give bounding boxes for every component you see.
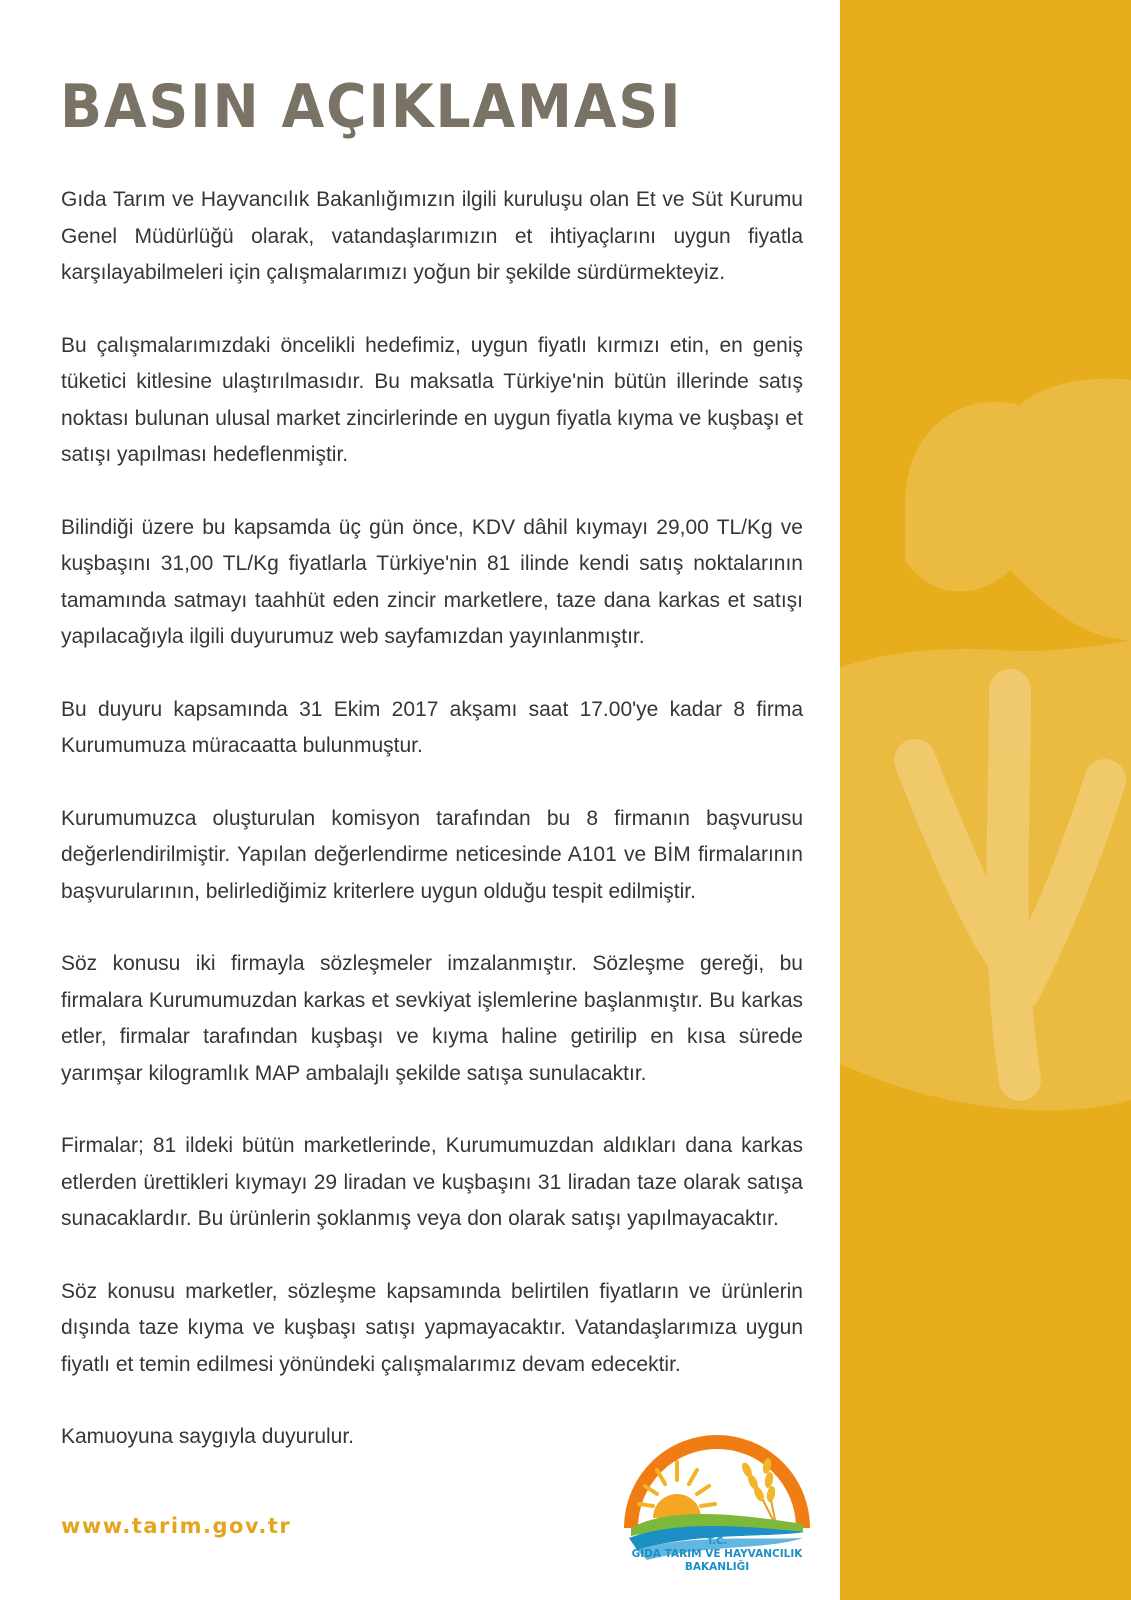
paragraph: Söz konusu marketler, sözleşme kapsamında belirtilen fiyatların ve ürünlerin dışında taze kıyma ve kuşbaşı satışı yapmayacaktır. Vatandaşlarımıza uygun fiyatlı et temin edilmesi yönündeki çalışmalarımız devam edecektir. (61, 1279, 803, 1376)
logo-ministry-suffix: BAKANLIĞI (684, 1561, 750, 1573)
paragraph: Firmalar; 81 ildeki bütün marketlerinde, Kurumumuzdan aldıkları dana karkas etlerden ürettikleri kıymayı 29 liradan ve kuşbaşını 31 liradan taze olarak satışa sunacaklardır. Bu ürünlerin şoklanmış veya don olarak satışı yapılmayacaktır. (61, 1134, 803, 1230)
closing-line: Kamuoyuna saygıyla duyurulur. (61, 1425, 355, 1448)
press-release-body (61, 182, 803, 1492)
paragraph: Bu çalışmalarımızdaki öncelikli hedefimiz, uygun fiyatlı kırmızı etin, en geniş tüketici kitlesine ulaştırılmasıdır. Bu maksatla Türkiye'nin bütün illerinde satış noktası bulunan ulusal market zincirlerinde en uygun fiyatla kıyma ve kuşbaşı et satışı yapılması hedeflenmiştir. (61, 333, 803, 466)
website-link[interactable]: www.tarim.gov.tr (61, 1514, 292, 1538)
logo-ministry-name: GIDA TARIM VE HAYVANCILIK (631, 1548, 803, 1560)
decorative-sidebar (840, 0, 1131, 1600)
paragraph: Kurumumuzca oluşturulan komisyon tarafından bu 8 firmanın başvurusu değerlendirilmiştir. Yapılan değerlendirme neticesinde A101 ve BİM firmalarının başvurularının, belirlediğimiz kriterlere uygun olduğu tespit edilmiştir. (61, 806, 803, 903)
paragraph: Söz konusu iki firmayla sözleşmeler imzalanmıştır. Sözleşme gereği, bu firmalara Kurumumuzdan karkas et sevkiyat işlemlerine başlanmıştır. Bu karkas etler, firmalar tarafından kuşbaşı ve kıyma haline getirilip en kısa sürede yarımşar kilogramlık MAP ambalajlı şekilde satışa sunulacaktır. (61, 952, 803, 1085)
paragraph: Gıda Tarım ve Hayvancılık Bakanlığımızın ilgili kuruluşu olan Et ve Süt Kurumu Genel Müdürlüğü olarak, vatandaşlarımızın et ihtiyaçlarını uygun fiyatla karşılayabilmeleri için çalışmalarımızı yoğun bir şekilde sürdürmekteyiz. (61, 188, 803, 284)
page-title: BASIN AÇIKLAMASI (60, 72, 683, 142)
paragraph: Bu duyuru kapsamında 31 Ekim 2017 akşamı saat 17.00'ye kadar 8 firma Kurumumuza müracaatta bulunmuştur. (61, 697, 803, 757)
logo-tc-text: T.C. (706, 1536, 728, 1547)
paragraph: Bilindiği üzere bu kapsamda üç gün önce, KDV dâhil kıymayı 29,00 TL/Kg ve kuşbaşını 31,00 TL/Kg fiyatlarla Türkiye'nin 81 ilinde kendi satış noktalarının tamamında satmayı taahhüt eden zincir marketlere, taze dana karkas et satışı yapılacağıyla ilgili duyurumuz web sayfamızdan yayınlanmıştır. (61, 515, 803, 648)
